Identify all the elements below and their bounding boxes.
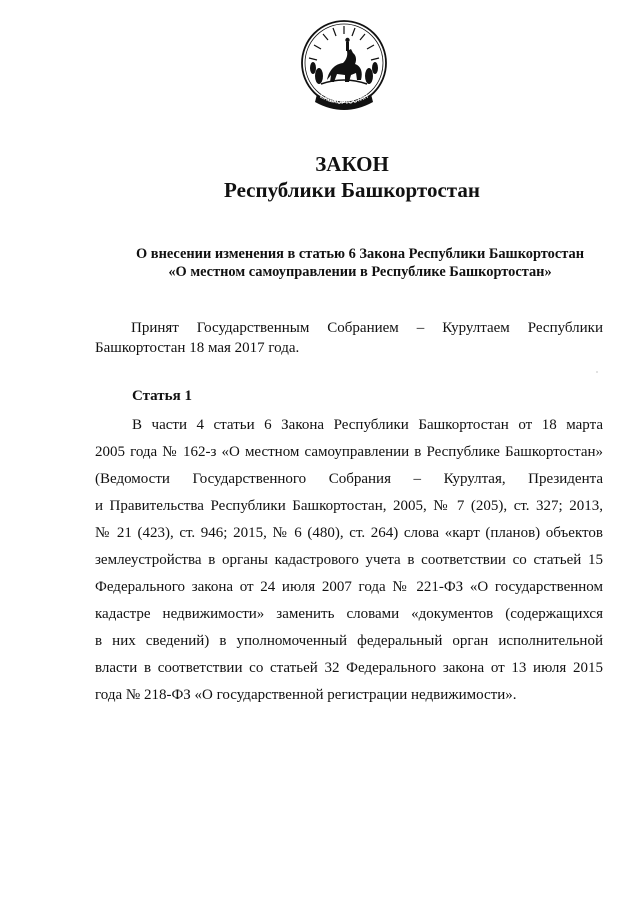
document-title-republic: Республики Башкортостан bbox=[224, 178, 480, 202]
article-line: и Правительства Республики Башкортостан, 2005, № 7 (205), ст. 327; 2013, bbox=[95, 498, 603, 514]
article-heading: Статья 1 bbox=[132, 388, 192, 404]
adoption-paragraph bbox=[95, 318, 603, 358]
article-line: власти в соответствии со статьей 32 Федерального закона от 13 июля 2015 bbox=[95, 660, 603, 676]
emblem-ribbon-text: БАШКОРТОСТАН bbox=[318, 93, 370, 107]
article-line: в них сведений) в уполномоченный федеральный орган исполнительной bbox=[95, 633, 603, 649]
document-subtitle-line1: О внесении изменения в статью 6 Закона Республики Башкортостан bbox=[136, 246, 584, 262]
article-line: (Ведомости Государственного Собрания – Курултая, Президента bbox=[95, 471, 603, 487]
scan-speck bbox=[596, 371, 598, 373]
article-line: года № 218-ФЗ «О государственной регистрации недвижимости». bbox=[95, 687, 517, 703]
article-line: В части 4 статьи 6 Закона Республики Башкортостан от 18 марта bbox=[132, 417, 603, 433]
document-title-law: ЗАКОН bbox=[315, 152, 389, 176]
adoption-line: Башкортостан 18 мая 2017 года. bbox=[95, 340, 300, 356]
article-line: кадастре недвижимости» заменить словами «документов (содержащихся bbox=[95, 606, 603, 622]
article-line: № 21 (423), ст. 946; 2015, № 6 (480), ст. 264) слова «карт (планов) объектов bbox=[95, 525, 603, 541]
article-line: землеустройства в органы кадастрового учета в соответствии со статьей 15 bbox=[95, 552, 603, 568]
article-line: Федерального закона от 24 июля 2007 года № 221-ФЗ «О государственном bbox=[95, 579, 603, 595]
article-line: 2005 года № 162-з «О местном самоуправлении в Республике Башкортостан» bbox=[95, 444, 603, 460]
adoption-line: Принят Государственным Собранием – Курултаем Республики bbox=[131, 320, 603, 336]
bashkortostan-emblem bbox=[299, 18, 389, 118]
article-body bbox=[95, 412, 603, 709]
document-subtitle-line2: «О местном самоуправлении в Республике Башкортостан» bbox=[168, 264, 552, 280]
